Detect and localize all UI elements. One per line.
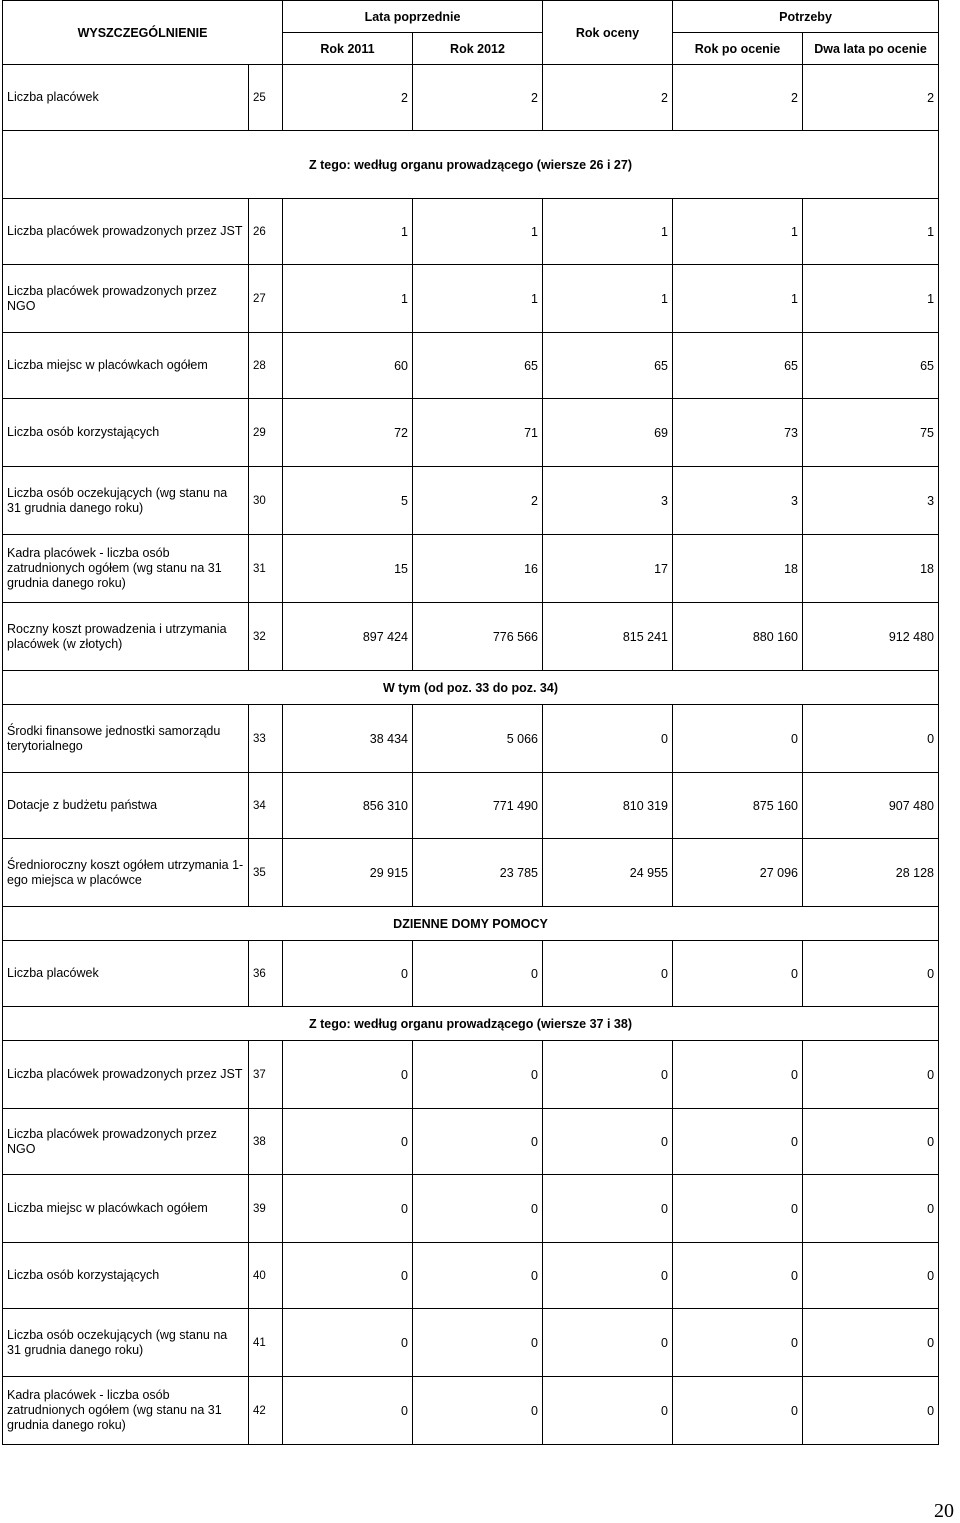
value-cell: 0 <box>543 941 673 1007</box>
table-row <box>3 467 939 535</box>
page-number: 20 <box>934 1500 954 1522</box>
table-row <box>3 535 939 603</box>
row-label: Liczba miejsc w placówkach ogółem <box>3 1175 249 1243</box>
value-cell: 2 <box>803 65 939 131</box>
value-cell: 0 <box>803 1309 939 1377</box>
value-cell: 0 <box>543 705 673 773</box>
value-cell: 2 <box>413 65 543 131</box>
value-cell: 0 <box>413 1175 543 1243</box>
value-cell: 0 <box>673 1309 803 1377</box>
section-row <box>3 1007 939 1041</box>
value-cell: 1 <box>283 199 413 265</box>
row-label: Liczba placówek prowadzonych przez JST <box>3 199 249 265</box>
row-label: Środki finansowe jednostki samorządu terytorialnego <box>3 705 249 773</box>
row-number: 30 <box>249 467 283 535</box>
section-title: DZIENNE DOMY POMOCY <box>3 907 939 941</box>
header-assessment-year: Rok oceny <box>543 1 673 65</box>
row-label: Liczba osób oczekujących (wg stanu na 31 grudnia danego roku) <box>3 1309 249 1377</box>
row-label: Liczba placówek <box>3 941 249 1007</box>
value-cell: 60 <box>283 333 413 399</box>
row-number: 27 <box>249 265 283 333</box>
value-cell: 0 <box>673 705 803 773</box>
value-cell: 18 <box>673 535 803 603</box>
value-cell: 771 490 <box>413 773 543 839</box>
row-number: 26 <box>249 199 283 265</box>
value-cell: 0 <box>803 941 939 1007</box>
header-year-2012: Rok 2012 <box>413 33 543 65</box>
table-row <box>3 941 939 1007</box>
value-cell: 5 066 <box>413 705 543 773</box>
header-needs: Potrzeby <box>673 1 939 33</box>
row-label: Liczba miejsc w placówkach ogółem <box>3 333 249 399</box>
value-cell: 75 <box>803 399 939 467</box>
value-cell: 0 <box>673 941 803 1007</box>
value-cell: 0 <box>283 1377 413 1445</box>
table-row <box>3 265 939 333</box>
value-cell: 69 <box>543 399 673 467</box>
row-number: 42 <box>249 1377 283 1445</box>
value-cell: 0 <box>803 705 939 773</box>
value-cell: 0 <box>283 1309 413 1377</box>
row-number: 28 <box>249 333 283 399</box>
value-cell: 18 <box>803 535 939 603</box>
value-cell: 0 <box>543 1041 673 1109</box>
value-cell: 0 <box>673 1377 803 1445</box>
value-cell: 2 <box>543 65 673 131</box>
value-cell: 1 <box>673 265 803 333</box>
value-cell: 3 <box>543 467 673 535</box>
value-cell: 0 <box>543 1109 673 1175</box>
value-cell: 0 <box>803 1041 939 1109</box>
row-number: 40 <box>249 1243 283 1309</box>
value-cell: 71 <box>413 399 543 467</box>
value-cell: 907 480 <box>803 773 939 839</box>
value-cell: 1 <box>673 199 803 265</box>
row-number: 41 <box>249 1309 283 1377</box>
table-row <box>3 705 939 773</box>
value-cell: 897 424 <box>283 603 413 671</box>
table-row <box>3 1243 939 1309</box>
section-title: Z tego: według organu prowadzącego (wiersze 26 i 27) <box>3 131 939 199</box>
row-label: Liczba placówek prowadzonych przez NGO <box>3 1109 249 1175</box>
row-number: 32 <box>249 603 283 671</box>
value-cell: 0 <box>413 1243 543 1309</box>
value-cell: 17 <box>543 535 673 603</box>
header-next-year: Rok po ocenie <box>673 33 803 65</box>
row-label: Średnioroczny koszt ogółem utrzymania 1-ego miejsca w placówce <box>3 839 249 907</box>
table-header <box>3 1 939 65</box>
value-cell: 0 <box>543 1243 673 1309</box>
value-cell: 815 241 <box>543 603 673 671</box>
table-row <box>3 1041 939 1109</box>
value-cell: 15 <box>283 535 413 603</box>
value-cell: 73 <box>673 399 803 467</box>
value-cell: 16 <box>413 535 543 603</box>
value-cell: 0 <box>283 1109 413 1175</box>
value-cell: 3 <box>803 467 939 535</box>
value-cell: 880 160 <box>673 603 803 671</box>
value-cell: 0 <box>413 1109 543 1175</box>
table-row <box>3 603 939 671</box>
value-cell: 0 <box>673 1243 803 1309</box>
value-cell: 1 <box>803 265 939 333</box>
value-cell: 0 <box>283 1243 413 1309</box>
value-cell: 23 785 <box>413 839 543 907</box>
header-two-years: Dwa lata po ocenie <box>803 33 939 65</box>
value-cell: 38 434 <box>283 705 413 773</box>
value-cell: 875 160 <box>673 773 803 839</box>
value-cell: 776 566 <box>413 603 543 671</box>
value-cell: 65 <box>673 333 803 399</box>
value-cell: 3 <box>673 467 803 535</box>
row-label: Liczba osób korzystających <box>3 1243 249 1309</box>
value-cell: 24 955 <box>543 839 673 907</box>
row-label: Liczba osób korzystających <box>3 399 249 467</box>
header-year-2011: Rok 2011 <box>283 33 413 65</box>
section-row <box>3 131 939 199</box>
value-cell: 0 <box>413 1309 543 1377</box>
table-row <box>3 65 939 131</box>
value-cell: 0 <box>283 941 413 1007</box>
row-label: Dotacje z budżetu państwa <box>3 773 249 839</box>
value-cell: 0 <box>413 941 543 1007</box>
value-cell: 27 096 <box>673 839 803 907</box>
table-row <box>3 1175 939 1243</box>
row-number: 33 <box>249 705 283 773</box>
row-label: Liczba placówek prowadzonych przez JST <box>3 1041 249 1109</box>
value-cell: 0 <box>413 1041 543 1109</box>
row-label: Liczba osób oczekujących (wg stanu na 31 grudnia danego roku) <box>3 467 249 535</box>
row-label: Roczny koszt prowadzenia i utrzymania placówek (w złotych) <box>3 603 249 671</box>
value-cell: 1 <box>803 199 939 265</box>
value-cell: 0 <box>543 1309 673 1377</box>
value-cell: 1 <box>413 265 543 333</box>
value-cell: 5 <box>283 467 413 535</box>
row-number: 36 <box>249 941 283 1007</box>
value-cell: 1 <box>283 265 413 333</box>
table-row <box>3 773 939 839</box>
value-cell: 856 310 <box>283 773 413 839</box>
row-label: Liczba placówek <box>3 65 249 131</box>
row-number: 31 <box>249 535 283 603</box>
row-number: 25 <box>249 65 283 131</box>
value-cell: 2 <box>283 65 413 131</box>
row-number: 29 <box>249 399 283 467</box>
value-cell: 0 <box>803 1243 939 1309</box>
needs-table <box>2 0 939 1445</box>
section-row <box>3 671 939 705</box>
table-body <box>3 65 939 1445</box>
table-row <box>3 839 939 907</box>
value-cell: 0 <box>283 1041 413 1109</box>
value-cell: 2 <box>413 467 543 535</box>
row-number: 34 <box>249 773 283 839</box>
value-cell: 2 <box>673 65 803 131</box>
value-cell: 65 <box>543 333 673 399</box>
row-number: 37 <box>249 1041 283 1109</box>
value-cell: 912 480 <box>803 603 939 671</box>
table-row <box>3 399 939 467</box>
value-cell: 0 <box>543 1377 673 1445</box>
section-title: Z tego: według organu prowadzącego (wiersze 37 i 38) <box>3 1007 939 1041</box>
value-cell: 0 <box>413 1377 543 1445</box>
row-number: 39 <box>249 1175 283 1243</box>
value-cell: 0 <box>673 1109 803 1175</box>
value-cell: 0 <box>543 1175 673 1243</box>
value-cell: 1 <box>413 199 543 265</box>
row-number: 38 <box>249 1109 283 1175</box>
value-cell: 0 <box>803 1175 939 1243</box>
value-cell: 0 <box>803 1109 939 1175</box>
value-cell: 1 <box>543 265 673 333</box>
value-cell: 65 <box>413 333 543 399</box>
header-description: WYSZCZEGÓLNIENIE <box>3 1 283 65</box>
row-number: 35 <box>249 839 283 907</box>
row-label: Kadra placówek - liczba osób zatrudnionych ogółem (wg stanu na 31 grudnia danego roku) <box>3 1377 249 1445</box>
value-cell: 72 <box>283 399 413 467</box>
value-cell: 29 915 <box>283 839 413 907</box>
value-cell: 28 128 <box>803 839 939 907</box>
value-cell: 810 319 <box>543 773 673 839</box>
table-row <box>3 199 939 265</box>
table-row <box>3 1309 939 1377</box>
value-cell: 65 <box>803 333 939 399</box>
row-label: Liczba placówek prowadzonych przez NGO <box>3 265 249 333</box>
value-cell: 0 <box>673 1041 803 1109</box>
header-previous-years: Lata poprzednie <box>283 1 543 33</box>
table-row <box>3 1109 939 1175</box>
table-row <box>3 333 939 399</box>
value-cell: 0 <box>673 1175 803 1243</box>
section-row <box>3 907 939 941</box>
value-cell: 0 <box>283 1175 413 1243</box>
row-label: Kadra placówek - liczba osób zatrudnionych ogółem (wg stanu na 31 grudnia danego roku) <box>3 535 249 603</box>
value-cell: 1 <box>543 199 673 265</box>
table-row <box>3 1377 939 1445</box>
section-title: W tym (od poz. 33 do poz. 34) <box>3 671 939 705</box>
value-cell: 0 <box>803 1377 939 1445</box>
